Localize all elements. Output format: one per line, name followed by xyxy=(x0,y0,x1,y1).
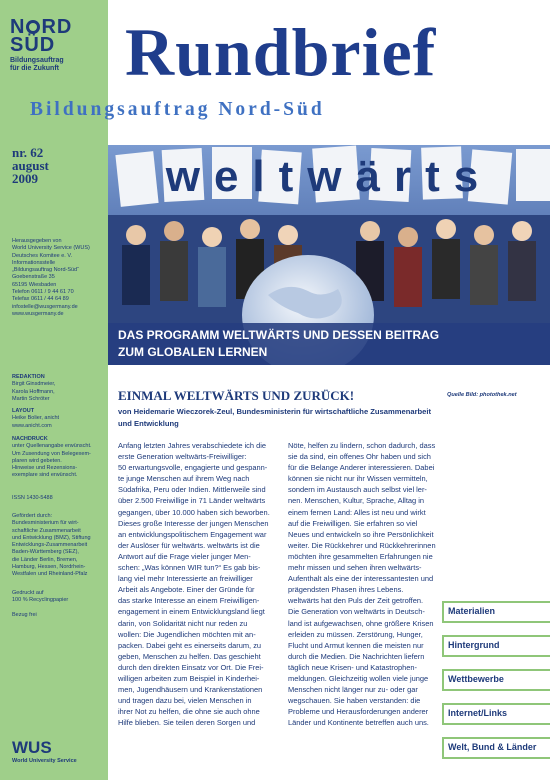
article-line: Südafrika, Peru oder Indien. Mittlerweile sind xyxy=(118,485,266,495)
article-line: einem fernen Land: Alles ist neu und wirkt xyxy=(288,507,426,517)
nachdruck-line: exemplare sind erwünscht. xyxy=(12,472,78,479)
nachdruck-heading: NACHDRUCK xyxy=(12,436,48,442)
masthead-subtitle: Bildungsauftrag Nord-Süd xyxy=(30,99,325,120)
issue-month: august xyxy=(12,158,49,173)
logo-sub-2: für die Zukunft xyxy=(10,65,59,72)
article-line: sondern im Austausch auch selbst viel ler- xyxy=(288,485,427,495)
article-line: Die Generation von weltwärts in Deutsch- xyxy=(288,607,425,617)
article-line: engagement in einem Entwicklungsland liegt xyxy=(118,607,265,617)
article-line: durch den direkten Einsatz vor Ort. Die Frei- xyxy=(118,662,264,672)
article-line: auf die Freiwilligen. Sie erfahren so viel xyxy=(288,518,418,528)
article-line: Neues und entwickeln so ihre Persönlichkeit xyxy=(288,529,434,539)
article-column-2 xyxy=(288,440,446,728)
redaktion-line: Martin Schröter xyxy=(12,395,50,402)
redaktion-line: Birgit Ginsdmeier, xyxy=(12,381,56,388)
article-line: möchten ihre gesammelten Erfahrungen nie xyxy=(288,551,433,561)
article-line: für die Belange Anderer interessieren. Dabei xyxy=(288,463,435,473)
logo-sued: SÜD xyxy=(10,34,56,56)
publisher-line: Telefax 0611 / 44 64 89 xyxy=(12,296,69,303)
article-line: wollen: Die Jugendlichen möchten mit an- xyxy=(118,629,256,639)
papier-line: 100 % Recyclingpapier xyxy=(12,597,69,604)
publisher-line: 65195 Wiesbaden xyxy=(12,281,57,288)
nord-sued-logo xyxy=(10,18,102,73)
article-line: der Auslöser für weltwärts. weltwärts ist die xyxy=(118,540,260,550)
article-line: durch die Medien. Die Nachrichten liefern xyxy=(288,651,425,661)
gefoerdert-line: Hamburg, Hessen, Nordrhein- xyxy=(12,564,86,571)
redaktion-heading: REDAKTION xyxy=(12,374,45,380)
nav-tab-internet-links[interactable] xyxy=(442,703,550,725)
article-line: Länder und Kontinente betreffen auch uns. xyxy=(288,718,429,728)
nav-tab-wettbewerbe[interactable] xyxy=(442,669,550,691)
publisher-block xyxy=(12,238,104,318)
article-column-1 xyxy=(118,440,278,728)
article-line: das starke Interesse an einem Freiwilligen- xyxy=(118,596,260,606)
byline-line-1: von Heidemarie Wieczorek-Zeul, Bundesministerin für wirtschaftliche Zusammenarbeit xyxy=(118,407,432,416)
layout-line: Heike Bolier, anicht xyxy=(12,415,60,422)
article-line: 50 erwartungsvolle, engagierte und gespann- xyxy=(118,463,268,473)
layout-website[interactable]: www.anicht.com xyxy=(12,422,52,429)
article-line: Antwort auf die Frage vieler junger Men- xyxy=(118,551,251,561)
nav-tab-welt-bund-laender[interactable] xyxy=(442,737,550,759)
article-line: Menschen nicht länger nur zu- oder gar xyxy=(288,685,418,695)
article-line: schen: „Was können WIR tun?“ Es gab bis- xyxy=(118,563,261,573)
publisher-line: World University Service (WUS) xyxy=(12,245,90,252)
article-line: über 2.500 Freiwillige in 71 Länder weltwärts xyxy=(118,496,266,506)
bezug: Bezug frei xyxy=(12,612,37,618)
article-line: erste Generation weltwärts-Freiwilliger: xyxy=(118,452,247,462)
article-line: können sie nicht nur ihr Wissen vermitteln, xyxy=(288,474,428,484)
article-line: Dieses große Interesse der jungen Menschen xyxy=(118,518,269,528)
issn: ISSN 1430-5488 xyxy=(12,495,53,501)
article-line: meldungen. Gleichzeitig wollen viele junge xyxy=(288,673,429,683)
nav-label: Wettbewerbe xyxy=(448,674,504,684)
nachdruck-line: unter Quellenangabe erwünscht. xyxy=(12,443,92,450)
article-line: mehr missen und sehen ihren weltwärts- xyxy=(288,563,422,573)
papier-block xyxy=(12,590,104,605)
nachdruck-line: plaren wird gebeten. xyxy=(12,457,62,464)
byline-line-2: und Entwicklung xyxy=(118,418,179,428)
article-byline xyxy=(118,406,438,429)
masthead-title: Rundbrief xyxy=(125,14,437,90)
article-line: te junge Menschen auf ihrem Weg nach xyxy=(118,474,250,484)
publisher-line: Goebenstraße 35 xyxy=(12,274,55,281)
publisher-line: „Bildungsauftrag Nord-Süd“ xyxy=(12,267,79,274)
redaktion-block xyxy=(12,374,104,403)
gefoerdert-heading: Gefördert durch: xyxy=(12,513,53,519)
logo-sub-1: Bildungsauftrag xyxy=(10,57,64,64)
article-line: täglich neue Krisen- und Katastrophen- xyxy=(288,662,417,672)
gefoerdert-line: Bundesministerium für wirt- xyxy=(12,520,79,527)
article-line: an entwicklungspolitischem Engagement war xyxy=(118,529,267,539)
article-line: Arbeit als Angebote. Einer der Gründe für xyxy=(118,585,255,595)
nachdruck-line: Um Zusendung von Belegexem- xyxy=(12,450,91,457)
nav-label: Hintergrund xyxy=(448,640,500,650)
banner-line-2: ZUM GLOBALEN LERNEN xyxy=(118,345,268,359)
article-line: Aufenthalt als eine der interessantesten und xyxy=(288,574,434,584)
article-line: nen. Menschen, Kultur, Sprache, Alltag in xyxy=(288,496,425,506)
nav-tab-materialien[interactable] xyxy=(442,601,550,623)
publisher-line: Deutsches Komitee e. V. xyxy=(12,252,73,259)
layout-heading: LAYOUT xyxy=(12,408,35,414)
article-line: prägendsten Phasen ihres Lebens. xyxy=(288,585,404,595)
sign-text: weltwärts xyxy=(165,152,493,201)
article-line: erleiden zu müssen. Zerstörung, Hunger, xyxy=(288,629,423,639)
globe-icon xyxy=(26,20,40,34)
nav-tab-hintergrund[interactable] xyxy=(442,635,550,657)
gefoerdert-block xyxy=(12,513,104,579)
banner-line-1: DAS PROGRAMM WELTWÄRTS UND DESSEN BEITRAG xyxy=(118,328,440,342)
nav-label: Welt, Bund & Länder xyxy=(448,742,537,752)
article-line: darin, von Solidarität nicht nur reden zu xyxy=(118,618,248,628)
article-line: Flucht und Armut kennen die meisten nur xyxy=(288,640,424,650)
article-line: packen. Dabei geht es einerseits darum, zu xyxy=(118,640,262,650)
redaktion-line: Karola Hoffmann, xyxy=(12,388,55,395)
article-line: geben, Menschen zu helfen. Das geschieht xyxy=(118,651,261,661)
publisher-website[interactable]: www.wusgermany.de xyxy=(12,310,64,317)
article-line: weltwärts hat den Puls der Zeit getroffen. xyxy=(288,596,424,606)
photo-credit: Quelle Bild: photothek.net xyxy=(447,392,517,398)
gefoerdert-line: Baden-Württemberg (SEZ), xyxy=(12,549,79,556)
logo-rd: RD xyxy=(41,16,73,38)
article-line: wegschauen. Sie haben verstanden: die xyxy=(288,696,421,706)
article-line: lang viel mehr Interessierte an freiwilliger xyxy=(118,574,253,584)
nachdruck-block xyxy=(12,436,104,480)
issue-year: 2009 xyxy=(12,171,38,186)
issue-info xyxy=(12,146,102,185)
article-line: ihrer Not zu helfen, die ohne sie auch ohne xyxy=(118,707,260,717)
wus-logo-block xyxy=(12,738,102,764)
issue-number: nr. 62 xyxy=(12,145,44,160)
logo-n: N xyxy=(10,16,26,38)
cover-banner xyxy=(108,323,550,365)
gefoerdert-line: die Länder Berlin, Bremen, xyxy=(12,556,78,563)
nachdruck-line: Hinweise und Rezensions- xyxy=(12,465,78,472)
publisher-line: Herausgegeben von xyxy=(12,238,62,244)
gefoerdert-line: Entwicklungs-Zusammenarbeit xyxy=(12,542,88,549)
article-line: gegangen, über 10.000 haben sich beworben. xyxy=(118,507,270,517)
article-line: Anfang letzten Jahres verabschiedete ich die xyxy=(118,441,267,450)
article-line: land ist aufgewachsen, ohne größere Krisen xyxy=(288,618,434,628)
article-line: sie da sind, ein offenes Ohr haben und sich xyxy=(288,452,431,462)
article-line: weiter. Die Rückkehrer und Rückkehrerinnen xyxy=(288,540,436,550)
publisher-line: Telefon 0611 / 9 44 61 70 xyxy=(12,289,74,296)
article-line: Hilfe blieben. Sie teilen deren Sorgen und xyxy=(118,718,256,728)
nav-label: Internet/Links xyxy=(448,708,508,718)
nav-label: Materialien xyxy=(448,606,496,616)
papier-line: Gedruckt auf xyxy=(12,590,44,596)
article-line: Probleme und Herausforderungen anderer xyxy=(288,707,429,717)
article-line: und tragen dazu bei, vielen Menschen in xyxy=(118,696,252,706)
layout-block xyxy=(12,408,104,430)
gefoerdert-line: schaftliche Zusammenarbeit xyxy=(12,527,81,534)
gefoerdert-line: und Entwicklung (BMZ), Stiftung xyxy=(12,534,91,541)
publisher-email[interactable]: infostelle@wusgermany.de xyxy=(12,303,78,310)
article-line: men, Jugendhäusern und Krankenstationen xyxy=(118,685,263,695)
publisher-line: Informationsstelle xyxy=(12,259,56,266)
gefoerdert-line: Westfalen und Rheinland-Pfalz xyxy=(12,571,88,578)
article-line: Nöte, helfen zu lindern, schon dadurch, dass xyxy=(288,441,436,450)
article-line: willigen arbeiten zum Beispiel in Kinderhei- xyxy=(118,673,260,683)
wus-logo: WUS xyxy=(12,738,52,757)
article-headline: EINMAL WELTWÄRTS UND ZURÜCK! xyxy=(118,388,355,403)
wus-sub: World University Service xyxy=(12,758,77,764)
